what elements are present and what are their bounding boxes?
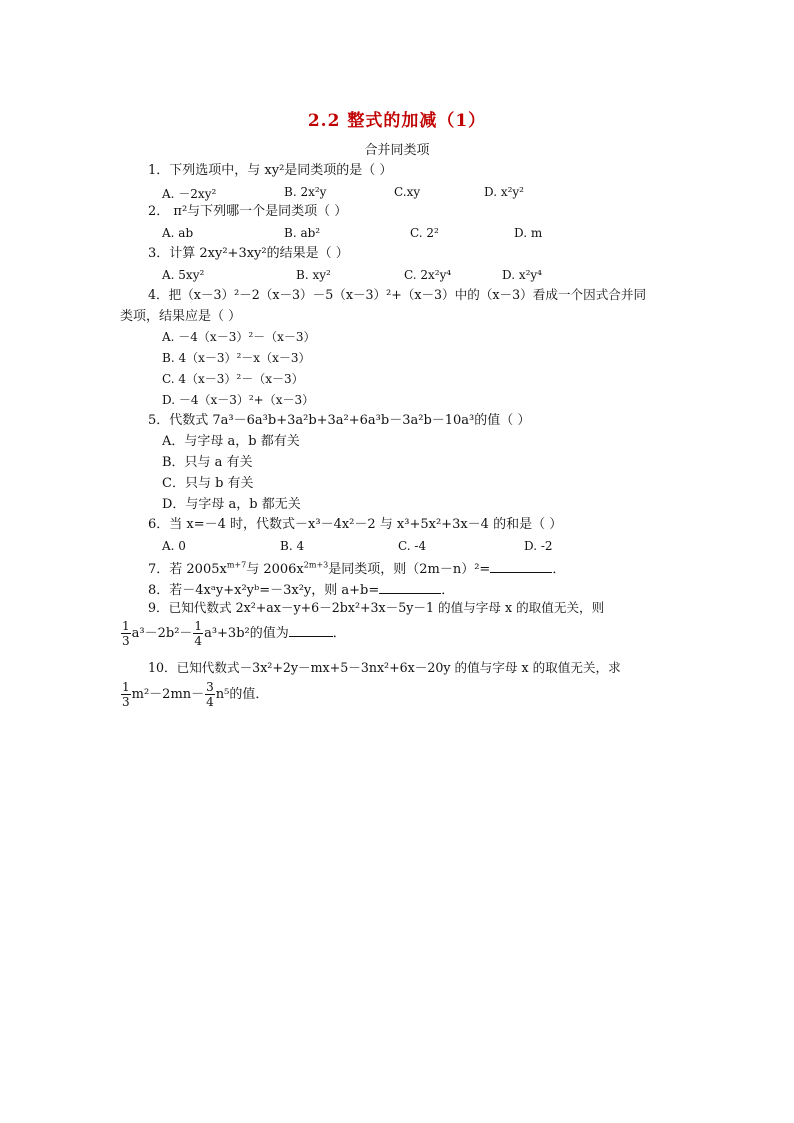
answer-blank[interactable] — [289, 624, 333, 637]
expression-term: a³+3b²的值为 — [204, 626, 289, 641]
answer-blank[interactable] — [490, 560, 552, 573]
question-5-option-d: D．与字母 a，b 都无关 — [162, 497, 301, 512]
expression-term: n⁵的值． — [215, 687, 269, 702]
option-a: A. ab — [162, 226, 194, 240]
option-c: C. -4 — [398, 539, 427, 553]
option-d: D. -2 — [524, 539, 553, 553]
option-b: B. 2x²y — [284, 185, 327, 199]
question-8 — [148, 581, 454, 597]
question-4-option-d: D. －4（x－3）²+（x－3） — [162, 393, 315, 407]
fraction-denominator: 4 — [206, 695, 214, 709]
fraction-numerator: 1 — [122, 680, 130, 694]
page-title: 2.2 整式的加减（1） — [307, 111, 487, 131]
question-9-expression — [120, 620, 346, 647]
question-4-option-b: B. 4（x－3）²－x（x－3） — [162, 351, 311, 365]
question-7-post: 是同类项，则（2m－n）²= — [328, 562, 491, 577]
question-9-stem: 9．已知代数式 2x²+ax－y+6－2bx²+3x－5y－1 的值与字母 x 的取值无关，则 — [148, 600, 605, 615]
question-1-stem: 1．下列选项中，与 xy²是同类项的是（ ） — [148, 163, 393, 178]
answer-blank[interactable] — [379, 581, 441, 594]
question-2-stem: 2． π²与下列哪一个是同类项（ ） — [148, 204, 348, 219]
fraction-denominator: 3 — [122, 695, 130, 709]
option-b: B. ab² — [284, 226, 321, 240]
question-5-stem: 5．代数式 7a³－6a³b+3a²b+3a²+6a³b－3a²b－10a³的值（ ） — [148, 413, 531, 428]
option-b: B. 4 — [280, 539, 305, 553]
question-9-end: ． — [332, 626, 346, 641]
option-d: D. x²y² — [484, 185, 524, 199]
question-8-text: 8．若－4xᵃy+x²yᵇ=－3x²y，则 a+b= — [148, 583, 380, 598]
question-2-options — [162, 226, 562, 240]
question-4-option-c: C. 4（x－3）²－（x－3） — [162, 372, 304, 386]
question-6-stem: 6．当 x=－4 时，代数式－x³－4x²－2 与 x³+5x²+3x－4 的和是（ ） — [148, 517, 563, 532]
question-4-option-a: A. －4（x－3）²－（x－3） — [162, 330, 316, 344]
question-4-stem-line1: 4．把（x－3）²－2（x－3）－5（x－3）²+（x－3）中的（x－3）看成一个因式合并同 — [148, 287, 647, 302]
question-7-mid: 与 2006x — [246, 562, 304, 577]
option-a: A. 5xy² — [162, 268, 205, 282]
option-c: C. 2² — [410, 226, 439, 240]
fraction — [205, 681, 215, 708]
fraction-denominator: 4 — [194, 634, 203, 648]
expression-term: a³－2b²－ — [131, 626, 193, 641]
question-7-end: ． — [552, 562, 566, 577]
question-7-pre: 7．若 2005x — [148, 562, 227, 577]
option-b: B. xy² — [296, 268, 331, 282]
question-3-stem: 3．计算 2xy²+3xy²的结果是（ ） — [148, 246, 349, 261]
fraction-numerator: 1 — [194, 619, 203, 633]
fraction-denominator: 3 — [122, 634, 130, 648]
expression-term: m²－2mn－ — [131, 687, 205, 702]
option-c: C. 2x²y⁴ — [404, 268, 452, 282]
question-5-option-b: B．只与 a 有关 — [162, 455, 253, 470]
question-4-stem-line2: 类项，结果应是（ ） — [120, 309, 242, 324]
question-6-options — [162, 539, 582, 553]
fraction — [121, 681, 131, 708]
fraction — [121, 620, 131, 647]
question-5-option-a: A．与字母 a，b 都有关 — [162, 434, 300, 449]
fraction — [193, 620, 203, 647]
question-7 — [148, 560, 565, 576]
option-d: D. m — [514, 226, 543, 240]
question-10-stem: 10．已知代数式－3x²+2y－mx+5－3nx²+6x－20y 的值与字母 x 的取值无关，求 — [148, 660, 621, 675]
question-8-end: ． — [441, 583, 455, 598]
question-7-exp2: 2m+3 — [303, 560, 329, 570]
section-subtitle: 合并同类项 — [364, 143, 430, 158]
question-7-exp1: m+7 — [226, 560, 247, 570]
option-a: A. －2xy² — [162, 187, 217, 201]
option-a: A. 0 — [162, 539, 186, 553]
question-3-options — [162, 268, 582, 282]
question-5-option-c: C．只与 b 有关 — [162, 476, 254, 491]
option-d: D. x²y⁴ — [502, 268, 542, 282]
fraction-numerator: 3 — [206, 680, 214, 694]
question-10-expression — [120, 681, 268, 708]
question-1-options — [162, 185, 562, 199]
fraction-numerator: 1 — [122, 619, 130, 633]
option-c: C.xy — [394, 185, 421, 199]
